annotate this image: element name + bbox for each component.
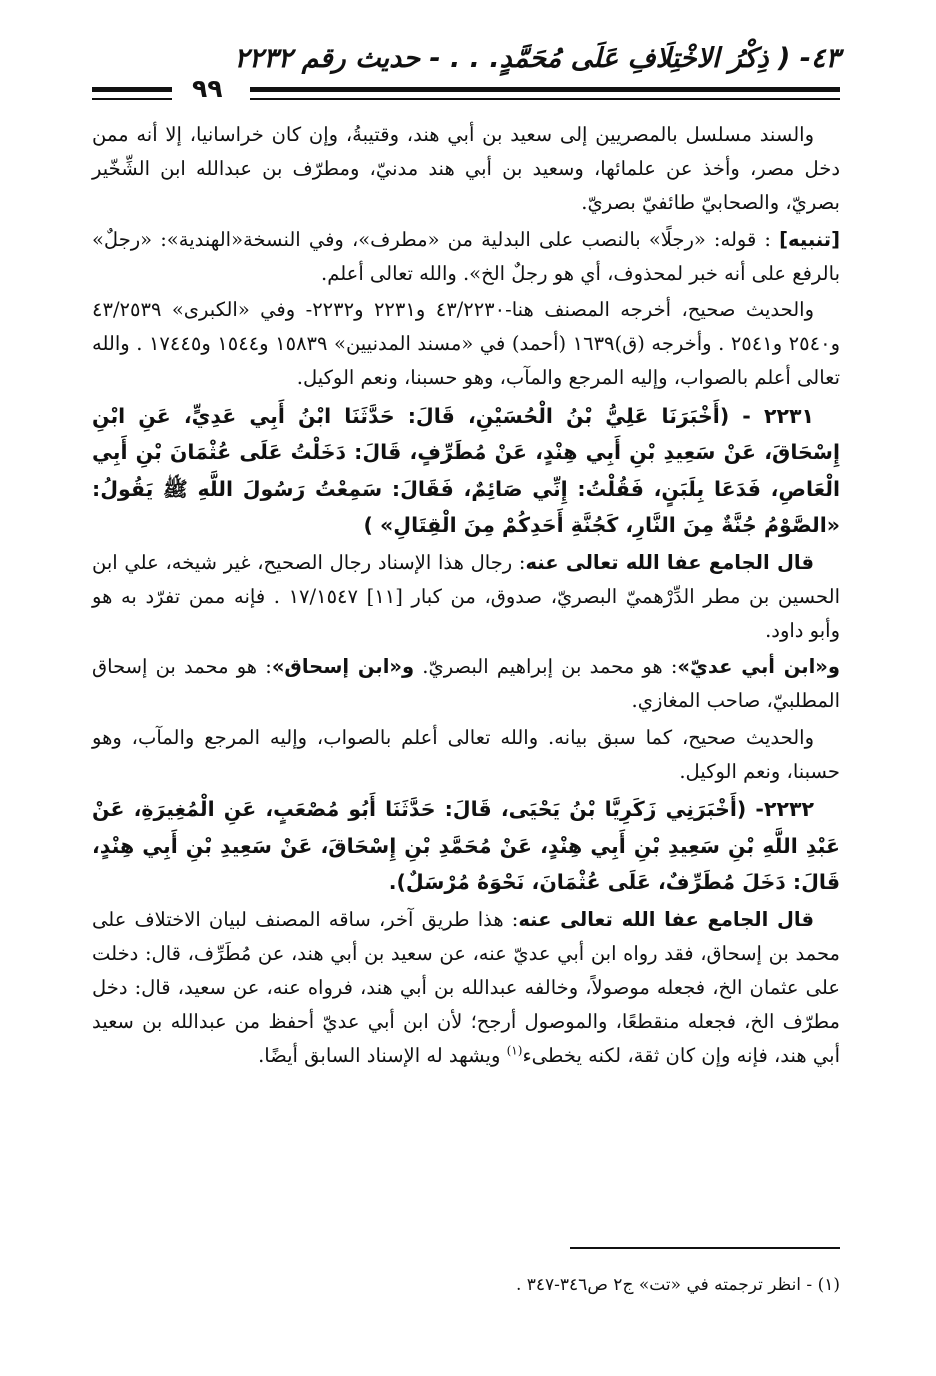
page-header: [92, 40, 840, 110]
narrator-label-ibn-abi-adi: و«ابن أبي عديّ»: [677, 655, 840, 679]
header-rule: [250, 98, 840, 100]
paragraph-takhrij: والحديث صحيح، أخرجه المصنف هنا-٤٣/٢٢٣٠ و٢٢٣١ و٢٢٣٢- وفي «الكبرى» ٤٣/٢٥٣٩ و٢٥٤٠ و٢٥٤١ . وأخرجه (ق)١٦٣٩ (أحمد) في «مسند المدنيين» ١٥٨٣٩ و١٥٤٤ و١٧٤٤٥ . والله تعالى أعلم بالصواب، وإليه المرجع والمآب، وهو حسبنا، ونعم الوكيل.: [92, 298, 840, 390]
paragraph-hadith-ruling: والحديث صحيح، كما سبق بيانه. والله تعالى أعلم بالصواب، وإليه المرجع والمآب، وهو حسبنا، ونعم الوكيل.: [92, 725, 840, 783]
hadith-2232: ٢٢٣٢- (أَخْبَرَنِي زَكَرِيَّا بْنُ يَحْيَى، قَالَ: حَدَّثَنَا أَبُو مُصْعَبٍ، عَنِ الْمُغِيرَةِ، عَنْ عَبْدِ اللَّهِ بْنِ سَعِيدِ بْنِ أَبِي هِنْدٍ، عَنْ مُحَمَّدِ بْنِ إِسْحَاقَ، عَنْ سَعِيدِ بْنِ أَبِي هِنْدٍ، قَالَ: دَخَلَ مُطَرِّفٌ، عَلَى عُثْمَانَ، نَحْوَهُ مُرْسَلٌ).: [92, 797, 840, 895]
jami-text-end: ويشهد له الإسناد السابق أيضًا.: [258, 1044, 507, 1068]
jami-text: : رجال هذا الإسناد رجال الصحيح، غير شيخه، علي ابن الحسين بن مطر الدِّرْهميّ البصريّ، صدوق، من كبار [١١] ١٧/١٥٤٧ . فإنه ممن تفرّد به هو وأبو داود.: [92, 550, 840, 643]
paragraph-isnad-note: والسند مسلسل بالمصريين إلى سعيد بن أبي هند، وقتيبةُ، وإن كان خراسانيا، إلا أنه ممن دخل مصر، وأخذ عن علمائها، وسعيد بن أبي هند مدنيّ، ومطرّف بن عبدالله ابن الشِّخّير بصريّ، والصحابيّ طائفيّ بصريّ.: [92, 123, 840, 215]
running-title: ٤٣- ( ذِكْرُ الاخْتِلَافِ عَلَى مُحَمَّدٍ. . . - حديث رقم ٢٢٣٢: [234, 43, 840, 74]
tanbih-label: [تنبيه]: [779, 227, 840, 251]
jami-label: قال الجامع عفا الله تعالى عنه: [525, 550, 814, 574]
paragraph-jami-comment-2: [92, 903, 840, 1074]
footnote-reference[interactable]: (١): [506, 1043, 523, 1058]
narrator-text-ibn-abi-adi: : هو محمد بن إبراهيم البصريّ.: [414, 655, 678, 679]
header-rule: [92, 87, 172, 92]
page-number: ٩٩: [192, 74, 223, 103]
paragraph-tanbih: [92, 223, 840, 291]
narrator-label-ibn-ishaq: و«ابن إسحاق»: [271, 655, 415, 679]
paragraph-jami-comment-1: [92, 546, 840, 649]
header-rule: [250, 87, 840, 92]
page-body: [92, 118, 840, 1076]
jami-text: : هذا طريق آخر، ساقه المصنف لبيان الاختلاف على محمد بن إسحاق، فقد رواه ابن أبي عديّ عنه، عن سعيد بن أبي هند، عن مُطَرِّف، قال: دخلت على عثمان الخ، فجعله موصولاً، وخالفه عبدالله بن أبي هند، فرواه عنه، عن سعيد، قال: دخل مطرّف الخ، فجعله منقطعًا، والموصول أرجح؛ لأن ابن أبي عديّ أحفظ من عبدالله بن سعيد أبي هند، فإنه وإن كان ثقة، لكنه يخطىء: [92, 907, 840, 1068]
narrator-text-ibn-ishaq: : هو محمد بن إسحاق المطلبيّ، صاحب المغازي.: [92, 655, 840, 713]
jami-label: قال الجامع عفا الله تعالى عنه: [518, 907, 814, 931]
paragraph-narrator-identification: [92, 650, 840, 718]
footnote: (١) - انظر ترجمته في «تت» ج٢ ص٣٤٦-٣٤٧ .: [515, 1275, 840, 1295]
hadith-2231: ٢٢٣١ - (أَخْبَرَنَا عَلِيُّ بْنُ الْحُسَيْنِ، قَالَ: حَدَّثَنَا ابْنُ أَبِي عَدِيٍّ، عَنِ ابْنِ إِسْحَاقَ، عَنْ سَعِيدِ بْنِ أَبِي هِنْدٍ، عَنْ مُطَرِّفٍ، قَالَ: دَخَلْتُ عَلَى عُثْمَانَ بْنِ أَبِي الْعَاصِ، فَدَعَا بِلَبَنٍ، فَقُلْتُ: إِنِّي صَائِمٌ، فَقَالَ: سَمِعْتُ رَسُولَ اللَّهِ ﷺ يَقُولُ: «الصَّوْمُ جُنَّةٌ مِنَ النَّارِ، كَجُنَّةِ أَحَدِكُمْ مِنَ الْقِتَالِ» ): [92, 403, 840, 538]
footnote-separator: [570, 1247, 840, 1249]
tanbih-text: : قوله: «رجلًا» بالنصب على البدلية من «مطرف»، وفي النسخة«الهندية»: «رجلٌ» بالرفع على أنه خبر لمحذوف، أي هو رجلٌ الخ». والله تعالى أعلم.: [92, 227, 840, 285]
header-rule: [92, 98, 172, 100]
